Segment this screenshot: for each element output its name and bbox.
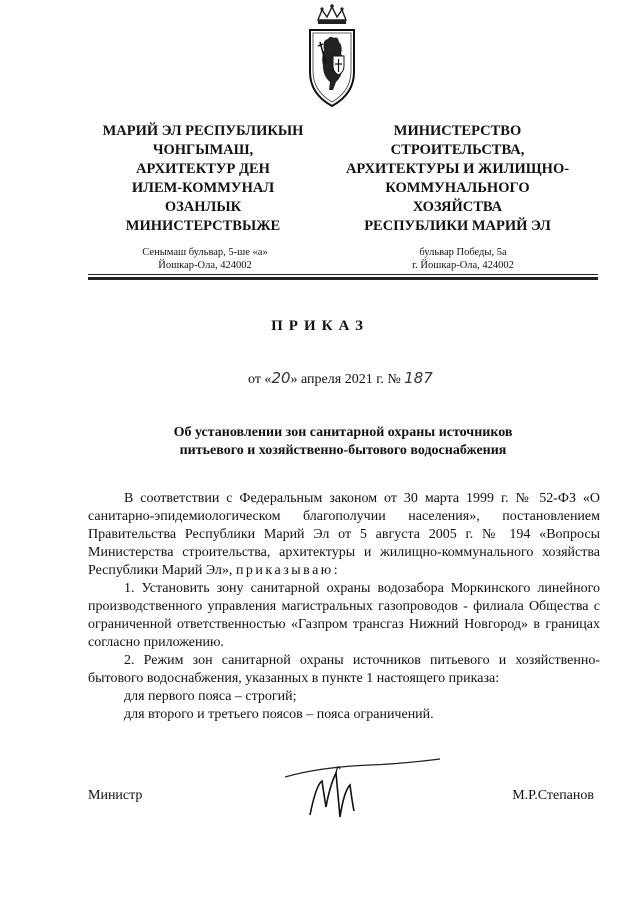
header-divider-thick	[88, 277, 598, 280]
header-left-line: МАРИЙ ЭЛ РЕСПУБЛИКЫН	[102, 123, 304, 139]
address-mari	[120, 246, 290, 272]
date-prefix: от «	[248, 372, 272, 387]
ministry-name-mari	[88, 122, 318, 236]
header-right-line: АРХИТЕКТУРЫ И ЖИЛИЩНО-	[345, 161, 570, 177]
orders-word: приказываю:	[235, 563, 341, 578]
header-left-line: ОЗАНЛЫК	[164, 199, 242, 215]
preamble-paragraph	[88, 490, 600, 580]
item-2-paragraph: 2. Режим зон санитарной охраны источников питьевого и хозяйственно-бытового водоснабжения, указанных в пункте 1 настоящего приказа:	[88, 653, 600, 686]
zone-1-regime: для первого пояса – строгий;	[124, 689, 297, 704]
order-subject	[88, 424, 598, 460]
address-line: Йошкар-Ола, 424002	[158, 260, 252, 271]
address-line: г. Йошкар-Ола, 424002	[412, 260, 514, 271]
address-line: Сенымаш бульвар, 5-ше «а»	[142, 247, 268, 258]
coat-of-arms-icon	[296, 2, 368, 112]
subject-line: Об установлении зон санитарной охраны источников	[173, 425, 513, 440]
ministry-name-russian	[340, 122, 575, 236]
zone-2-regime: для второго и третьего поясов – пояса ограничений.	[124, 707, 434, 722]
item-1-paragraph: 1. Установить зону санитарной охраны водозабора Моркинского линейного производственного управления магистральных газопроводов - филиала Общества с ограниченной ответственностью «Газпром трансгаз Нижний Новгород» в границах согласно приложению.	[88, 581, 600, 650]
header-left-line: МИНИСТЕРСТВЫЖЕ	[125, 218, 281, 234]
header-right-line: КОММУНАЛЬНОГО	[385, 180, 530, 196]
document-type-title: ПРИКАЗ	[271, 318, 369, 334]
header-divider-thin	[88, 274, 598, 275]
header-right-line: ХОЗЯЙСТВА	[412, 199, 503, 215]
handwritten-signature-icon	[280, 755, 450, 825]
header-left-line: ЧОНГЫМАШ,	[152, 142, 254, 158]
header-right-line: РЕСПУБЛИКИ МАРИЙ ЭЛ	[364, 218, 551, 234]
address-line: бульвар Победы, 5а	[419, 247, 507, 258]
preamble-text: В соответствии с Федеральным законом от 30 марта 1999 г. № 52-ФЗ «О санитарно-эпидемиологическом благополучии населения», постановлением Правительства Республики Марий Эл от 5 августа 2005 г. № 194 «Вопросы Министерства строительства, архитектуры и жилищно-коммунального хозяйства Республики Марий Эл»,	[88, 491, 600, 578]
header-left-line: ИЛЕМ-КОММУНАЛ	[131, 180, 275, 196]
date-month-year: » апреля 2021 г. №	[290, 372, 401, 387]
signatory-title: Министр	[88, 788, 143, 803]
signatory-name: М.Р.Степанов	[512, 788, 594, 803]
date-day-handwritten: 20	[271, 369, 291, 387]
header-right-line: МИНИСТЕРСТВО	[393, 123, 522, 139]
address-russian	[393, 246, 533, 272]
header-right-line: СТРОИТЕЛЬСТВА,	[390, 142, 525, 158]
order-body	[88, 490, 600, 724]
subject-line: питьевого и хозяйственно-бытового водоснабжения	[179, 443, 507, 458]
date-number-line	[248, 369, 433, 388]
order-number-handwritten: 187	[404, 369, 433, 387]
header-left-line: АРХИТЕКТУР ДЕН	[136, 161, 270, 177]
